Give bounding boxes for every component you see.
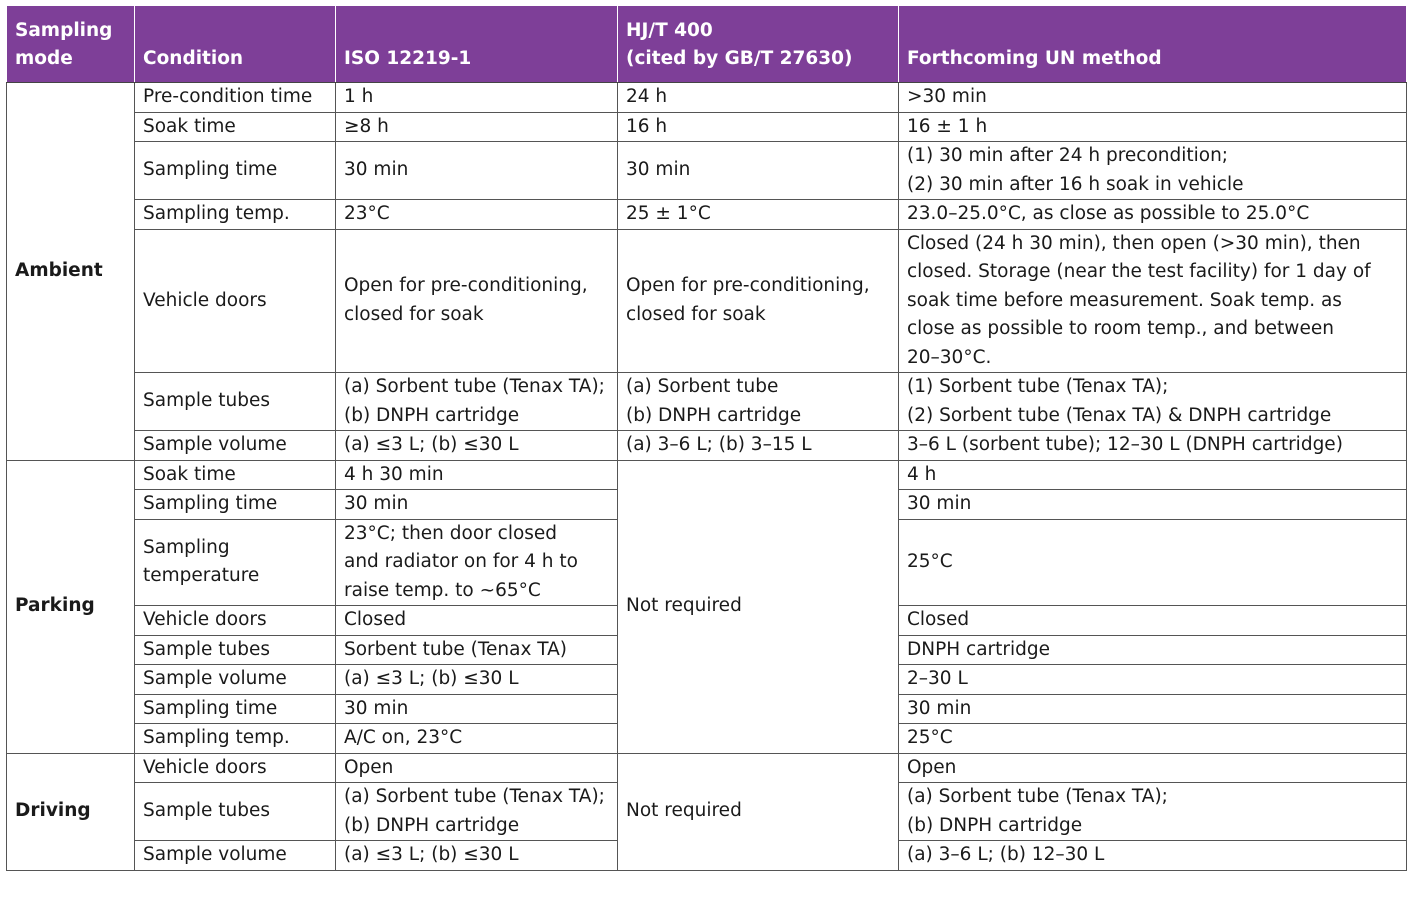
condition-cell: Sampling time: [135, 142, 336, 200]
table-row: [7, 373, 1407, 431]
condition-cell: Sample tubes: [135, 783, 336, 841]
iso-cell: 30 min: [336, 490, 618, 520]
condition-cell: Sample volume: [135, 841, 336, 871]
header-row: [7, 6, 1407, 83]
un-cell: (a) 3–6 L; (b) 12–30 L: [899, 841, 1407, 871]
table-row: [7, 753, 1407, 783]
condition-cell: Vehicle doors: [135, 606, 336, 636]
un-cell: DNPH cartridge: [899, 635, 1407, 665]
header-hjt: HJ/T 400 (cited by GB/T 27630): [618, 6, 899, 83]
iso-cell: 30 min: [336, 694, 618, 724]
table-row: [7, 112, 1407, 142]
hjt-cell: Open for pre-conditioning, closed for soak: [618, 229, 899, 373]
condition-cell: Soak time: [135, 460, 336, 490]
hjt-cell: 25 ± 1°C: [618, 200, 899, 230]
hjt-cell: (a) Sorbent tube (b) DNPH cartridge: [618, 373, 899, 431]
un-cell: 25°C: [899, 519, 1407, 606]
iso-cell: 30 min: [336, 142, 618, 200]
un-cell: (1) 30 min after 24 h precondition; (2) 30 min after 16 h soak in vehicle: [899, 142, 1407, 200]
table-row: [7, 460, 1407, 490]
iso-cell: Open: [336, 753, 618, 783]
un-cell: Open: [899, 753, 1407, 783]
condition-cell: Sampling temp.: [135, 724, 336, 754]
table-row: [7, 142, 1407, 200]
un-cell: 25°C: [899, 724, 1407, 754]
condition-cell: Sample tubes: [135, 373, 336, 431]
iso-cell: (a) Sorbent tube (Tenax TA); (b) DNPH cartridge: [336, 783, 618, 841]
un-cell: Closed: [899, 606, 1407, 636]
header-iso: ISO 12219-1: [336, 6, 618, 83]
sampling-conditions-table: [6, 5, 1407, 871]
un-cell: (1) Sorbent tube (Tenax TA); (2) Sorbent tube (Tenax TA) & DNPH cartridge: [899, 373, 1407, 431]
mode-parking: Parking: [7, 460, 135, 753]
hjt-cell: 30 min: [618, 142, 899, 200]
condition-cell: Sampling time: [135, 490, 336, 520]
header-sampling-mode: Sampling mode: [7, 6, 135, 83]
un-cell: 30 min: [899, 490, 1407, 520]
un-cell: 3–6 L (sorbent tube); 12–30 L (DNPH cartridge): [899, 431, 1407, 461]
condition-cell: Sample volume: [135, 431, 336, 461]
condition-cell: Sampling temperature: [135, 519, 336, 606]
iso-cell: Open for pre-conditioning, closed for soak: [336, 229, 618, 373]
un-cell: 16 ± 1 h: [899, 112, 1407, 142]
un-cell: (a) Sorbent tube (Tenax TA); (b) DNPH cartridge: [899, 783, 1407, 841]
condition-cell: Vehicle doors: [135, 229, 336, 373]
hjt-not-required-parking: Not required: [618, 460, 899, 753]
hjt-cell: (a) 3–6 L; (b) 3–15 L: [618, 431, 899, 461]
un-cell: >30 min: [899, 83, 1407, 113]
iso-cell: 23°C: [336, 200, 618, 230]
iso-cell: Closed: [336, 606, 618, 636]
iso-cell: (a) ≤3 L; (b) ≤30 L: [336, 665, 618, 695]
condition-cell: Vehicle doors: [135, 753, 336, 783]
iso-cell: (a) Sorbent tube (Tenax TA); (b) DNPH cartridge: [336, 373, 618, 431]
iso-cell: ≥8 h: [336, 112, 618, 142]
condition-cell: Sample tubes: [135, 635, 336, 665]
iso-cell: (a) ≤3 L; (b) ≤30 L: [336, 431, 618, 461]
iso-cell: (a) ≤3 L; (b) ≤30 L: [336, 841, 618, 871]
mode-ambient: Ambient: [7, 83, 135, 461]
condition-cell: Soak time: [135, 112, 336, 142]
iso-cell: Sorbent tube (Tenax TA): [336, 635, 618, 665]
iso-cell: 1 h: [336, 83, 618, 113]
un-cell: 2–30 L: [899, 665, 1407, 695]
header-un: Forthcoming UN method: [899, 6, 1407, 83]
hjt-cell: 16 h: [618, 112, 899, 142]
un-cell: 23.0–25.0°C, as close as possible to 25.0°C: [899, 200, 1407, 230]
table-row: [7, 229, 1407, 373]
condition-cell: Pre-condition time: [135, 83, 336, 113]
iso-cell: 23°C; then door closed and radiator on for 4 h to raise temp. to ~65°C: [336, 519, 618, 606]
condition-cell: Sampling temp.: [135, 200, 336, 230]
un-cell: 30 min: [899, 694, 1407, 724]
iso-cell: A/C on, 23°C: [336, 724, 618, 754]
hjt-not-required-driving: Not required: [618, 753, 899, 870]
mode-driving: Driving: [7, 753, 135, 870]
hjt-cell: 24 h: [618, 83, 899, 113]
header-condition: Condition: [135, 6, 336, 83]
table-row: [7, 83, 1407, 113]
un-cell: 4 h: [899, 460, 1407, 490]
condition-cell: Sampling time: [135, 694, 336, 724]
table-row: [7, 431, 1407, 461]
iso-cell: 4 h 30 min: [336, 460, 618, 490]
un-cell: Closed (24 h 30 min), then open (>30 min), then closed. Storage (near the test facility) for 1 day of soak time before measurement. Soak temp. as close as possible to room temp., and between 20–30°C.: [899, 229, 1407, 373]
condition-cell: Sample volume: [135, 665, 336, 695]
table-row: [7, 200, 1407, 230]
